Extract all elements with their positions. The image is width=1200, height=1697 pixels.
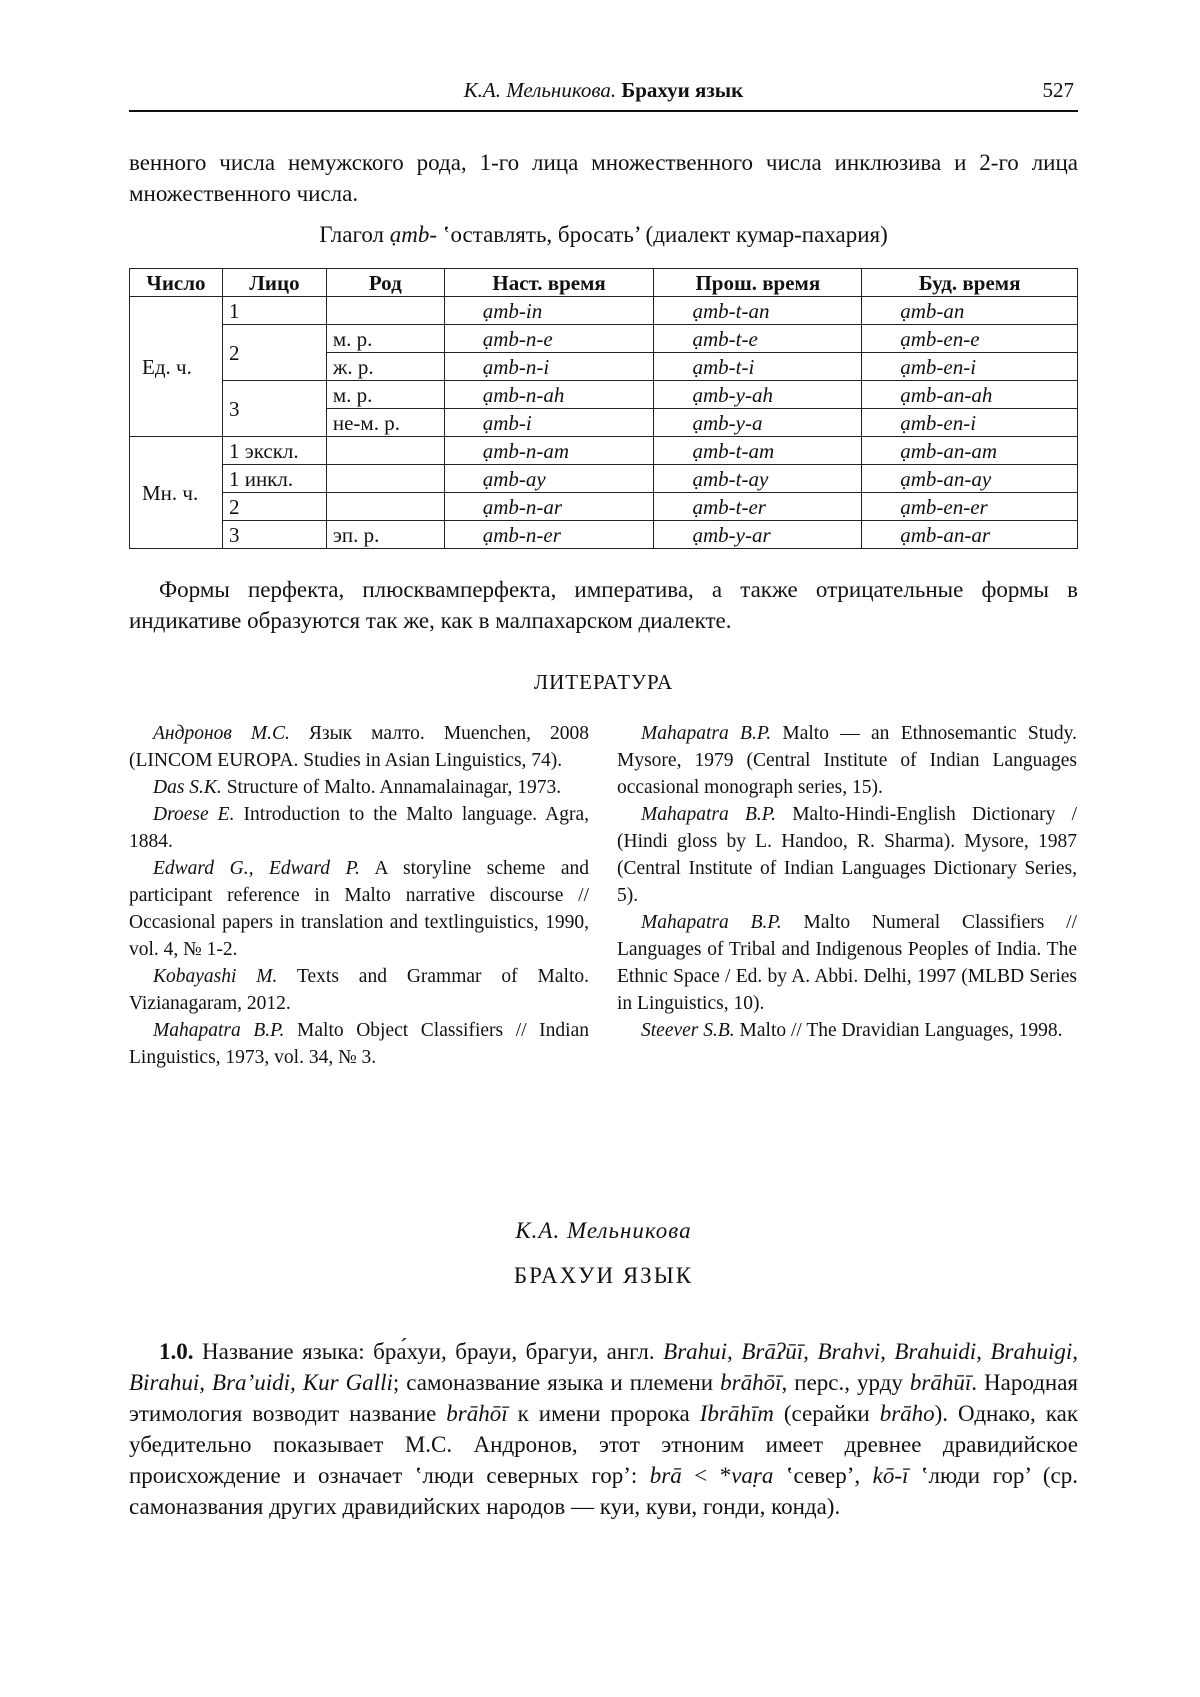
gender-cell xyxy=(326,437,444,465)
body-text: ʽсевер’, xyxy=(773,1463,873,1488)
reference-text: Язык малто. Muenchen, 2008 (LINCOM EUROPA. Studies in Asian Linguistics, 74). xyxy=(129,723,590,771)
body-text: ). Однако, как убедительно показывает М.С. Андронов, этот этноним имеет древнее дравидийское происхождение и означает ʽлюди северных гор’: xyxy=(129,1401,1078,1488)
intro-paragraph: венного числа немужского рода, 1-го лица множественного числа инклюзива и 2-го лица множественного числа. xyxy=(129,150,1078,206)
future-form: ạmb-an-am xyxy=(862,437,1078,465)
reference-entry xyxy=(617,801,1077,909)
col-header-past: Прош. время xyxy=(654,269,862,297)
person-cell: 2 xyxy=(222,325,326,381)
table-row xyxy=(130,521,1078,549)
table-caption xyxy=(129,222,1078,248)
present-form: ạmb-i xyxy=(444,409,654,437)
gender-cell: не-м. р. xyxy=(326,409,444,437)
body-term: brāhōī xyxy=(720,1370,782,1395)
reference-author: Mahapatra B.P. xyxy=(641,723,772,744)
body-term: brā xyxy=(649,1463,682,1488)
after-table-paragraph: Формы перфекта, плюсквамперфекта, императива, а также отрицательные формы в индикативе образуются так же, как в малпахарском диалекте. xyxy=(129,577,1078,633)
table-row xyxy=(130,437,1078,465)
running-header xyxy=(129,78,1078,112)
reference-author: Droese E. xyxy=(153,804,235,825)
table-row xyxy=(130,465,1078,493)
col-header-present: Наст. время xyxy=(444,269,654,297)
body-text: ; самоназвание языка и племени xyxy=(392,1370,721,1395)
past-form: ạmb-t-am xyxy=(654,437,862,465)
gender-cell: ж. р. xyxy=(326,353,444,381)
reference-entry xyxy=(129,1017,589,1071)
reference-text: Texts and Grammar of Malto. Vizianagaram, 2012. xyxy=(129,966,589,1014)
past-form: ạmb-t-i xyxy=(654,353,862,381)
body-text: к имени пророка xyxy=(507,1401,700,1426)
gender-cell: м. р. xyxy=(326,325,444,353)
header-title: Брахуи язык xyxy=(621,78,744,102)
col-header-future: Буд. время xyxy=(862,269,1078,297)
body-text: Название языка: бра́хуи, брауи, брагуи, англ. xyxy=(193,1339,664,1364)
caption-suffix: ʽоставлять, бросать’ (диалект кумар-пахария) xyxy=(437,222,888,247)
header-author: К.А. Мельникова. xyxy=(463,78,617,102)
body-term: Ibrāhīm xyxy=(699,1401,774,1426)
body-text: < * xyxy=(681,1463,732,1488)
present-form: ạmb-n-ar xyxy=(444,493,654,521)
group-label-singular: Ед. ч. xyxy=(130,297,223,437)
body-text: (серайки xyxy=(773,1401,880,1426)
reference-entry xyxy=(129,720,589,774)
body-text: ʽлюди гор’ (ср. самоназвания других дравидийских народов — куи, куви, гонди, конда). xyxy=(129,1463,1079,1519)
caption-prefix: Глагол xyxy=(319,222,390,247)
reference-author: Mahapatra B.P. xyxy=(641,912,782,933)
body-term: brāhūī xyxy=(909,1370,972,1395)
body-term: brāho xyxy=(879,1401,935,1426)
person-cell: 2 xyxy=(222,493,326,521)
reference-author: Kobayashi M. xyxy=(153,966,278,987)
present-form: ạmb-ay xyxy=(444,465,654,493)
person-cell: 3 xyxy=(222,381,326,437)
reference-author: Das S.K. xyxy=(153,777,222,798)
reference-text: Malto Numeral Classifiers // Languages of Tribal and Indigenous Peoples of India. The Ethnic Space / Ed. by A. Abbi. Delhi, 1997 (MLBD Series in Linguistics, 10). xyxy=(617,912,1077,1014)
past-form: ạmb-y-ah xyxy=(654,381,862,409)
section-number: 1.0. xyxy=(159,1339,194,1364)
literature-heading: ЛИТЕРАТУРА xyxy=(533,670,674,694)
body-term: vaṛa xyxy=(731,1463,774,1488)
present-form: ạmb-n-er xyxy=(444,521,654,549)
future-form: ạmb-an-ay xyxy=(862,465,1078,493)
reference-text: A storyline scheme and participant reference in Malto narrative discourse // Occasional papers in translation and textlinguistics, 1990, vol. 4, № 1-2. xyxy=(129,858,589,960)
col-header-number: Число xyxy=(130,269,223,297)
reference-author: Mahapatra B.P. xyxy=(641,804,777,825)
gender-cell xyxy=(326,465,444,493)
reference-author: Steever S.B. xyxy=(641,1020,735,1041)
future-form: ạmb-an-ah xyxy=(862,381,1078,409)
reference-author: Edward G., Edward P. xyxy=(153,858,360,879)
section-paragraph xyxy=(129,1336,1078,1522)
reference-text: Malto // The Dravidian Languages, 1998. xyxy=(734,1020,1063,1041)
person-cell: 1 экскл. xyxy=(222,437,326,465)
reference-entry xyxy=(129,774,589,801)
past-form: ạmb-t-er xyxy=(654,493,862,521)
gender-cell: эп. р. xyxy=(326,521,444,549)
references-right-column xyxy=(617,720,1077,1044)
present-form: ạmb-n-e xyxy=(444,325,654,353)
header-title-line xyxy=(129,78,1078,103)
past-form: ạmb-t-e xyxy=(654,325,862,353)
body-text: . Народная этимология возводит название xyxy=(129,1370,1078,1426)
caption-verb: ạmb- xyxy=(389,222,438,247)
gender-cell xyxy=(326,493,444,521)
future-form: ạmb-an xyxy=(862,297,1078,325)
reference-entry xyxy=(129,855,589,963)
present-form: ạmb-n-i xyxy=(444,353,654,381)
gender-cell xyxy=(326,297,444,325)
body-term: Brahui, Brāʔūī, Brahvi, Brahuidi, Brahuigi, Birahui, Bra’uidi, Kur Galli xyxy=(129,1339,1078,1395)
body-term: brāhōī xyxy=(446,1401,508,1426)
table-row xyxy=(130,381,1078,409)
article-title: БРАХУИ ЯЗЫК xyxy=(513,1263,694,1288)
table-header-row xyxy=(130,269,1078,297)
col-header-gender: Род xyxy=(326,269,444,297)
table-row xyxy=(130,325,1078,353)
future-form: ạmb-en-er xyxy=(862,493,1078,521)
col-header-person: Лицо xyxy=(222,269,326,297)
conjugation-table xyxy=(129,268,1078,549)
reference-author: Андронов М.С. xyxy=(153,723,290,744)
person-cell: 3 xyxy=(222,521,326,549)
past-form: ạmb-t-an xyxy=(654,297,862,325)
past-form: ạmb-y-a xyxy=(654,409,862,437)
table-row xyxy=(130,297,1078,325)
references-left-column xyxy=(129,720,589,1071)
future-form: ạmb-en-i xyxy=(862,409,1078,437)
future-form: ạmb-en-e xyxy=(862,325,1078,353)
body-term: kō-ī xyxy=(872,1463,909,1488)
reference-entry xyxy=(129,801,589,855)
body-text: , перс., урду xyxy=(781,1370,910,1395)
reference-entry xyxy=(129,963,589,1017)
reference-text: Structure of Malto. Annamalainagar, 1973. xyxy=(221,777,562,798)
past-form: ạmb-y-ar xyxy=(654,521,862,549)
reference-text: Introduction to the Malto language. Agra, 1884. xyxy=(129,804,589,852)
reference-text: Malto-Hindi-English Dictionary / (Hindi gloss by L. Handoo, R. Sharma). Mysore, 1987 (Central Institute of Indian Languages Dictionary Series, 5). xyxy=(617,804,1077,906)
present-form: ạmb-n-ah xyxy=(444,381,654,409)
page-number: 527 xyxy=(1042,78,1074,102)
table-row xyxy=(130,493,1078,521)
reference-text: Malto — an Ethnosemantic Study. Mysore, 1979 (Central Institute of Indian Languages occasional monograph series, 15). xyxy=(617,723,1077,798)
reference-text: Malto Object Classifiers // Indian Linguistics, 1973, vol. 34, № 3. xyxy=(129,1020,589,1068)
person-cell: 1 xyxy=(222,297,326,325)
person-cell: 1 инкл. xyxy=(222,465,326,493)
reference-entry xyxy=(617,720,1077,801)
present-form: ạmb-in xyxy=(444,297,654,325)
reference-entry xyxy=(617,909,1077,1017)
group-label-plural: Мн. ч. xyxy=(130,437,223,549)
future-form: ạmb-en-i xyxy=(862,353,1078,381)
reference-entry xyxy=(617,1017,1077,1044)
past-form: ạmb-t-ay xyxy=(654,465,862,493)
future-form: ạmb-an-ar xyxy=(862,521,1078,549)
article-author: К.А. Мельникова xyxy=(515,1218,692,1243)
present-form: ạmb-n-am xyxy=(444,437,654,465)
reference-author: Mahapatra B.P. xyxy=(153,1020,285,1041)
gender-cell: м. р. xyxy=(326,381,444,409)
